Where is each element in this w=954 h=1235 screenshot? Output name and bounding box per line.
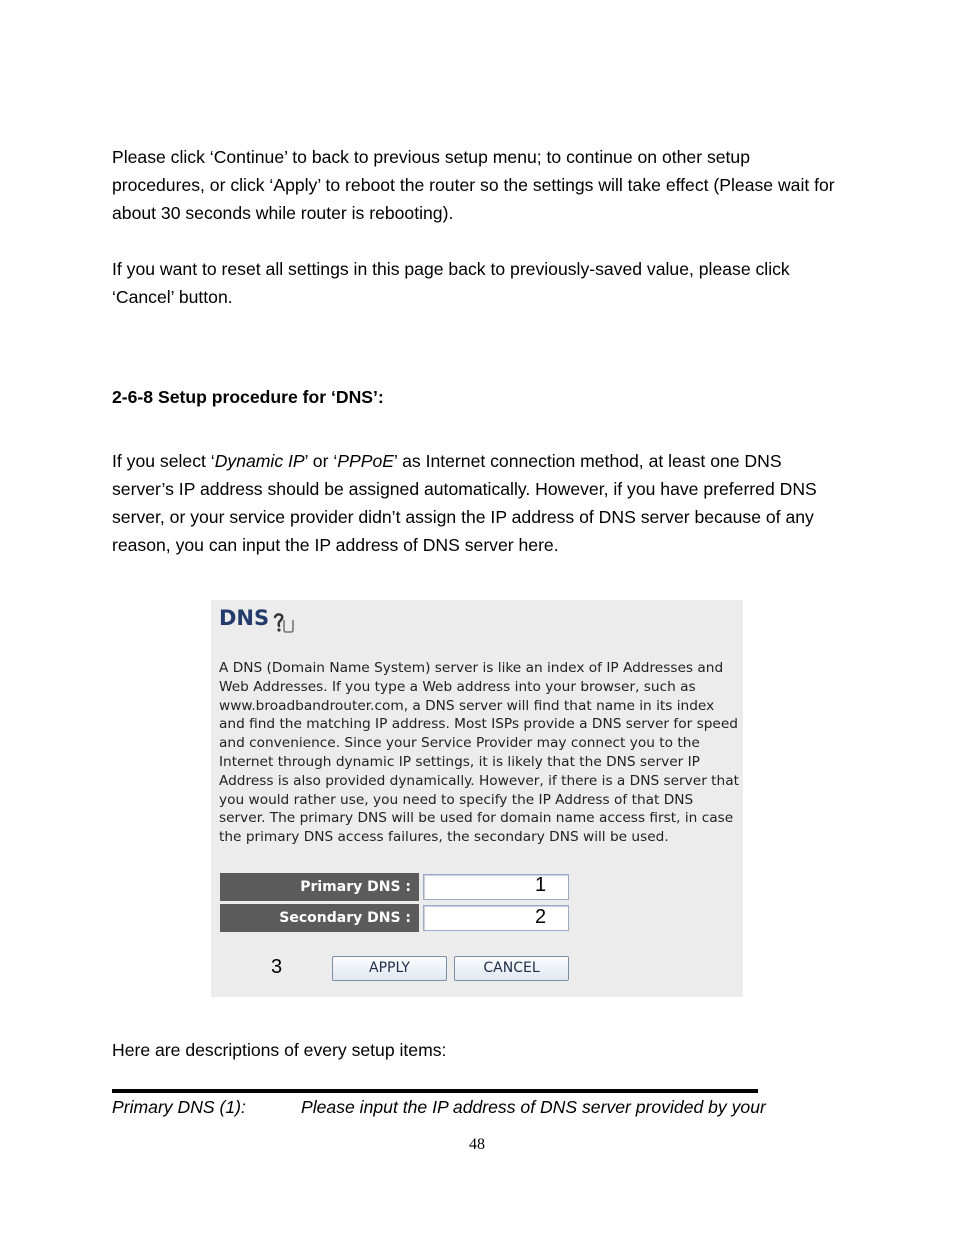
table-top-rule	[112, 1089, 758, 1093]
primary-dns-input[interactable]	[423, 874, 569, 900]
intro-paragraph-2: If you want to reset all settings in this page back to previously-saved value, please click ‘Cancel’ button.	[112, 259, 790, 307]
callout-1: 1	[535, 874, 547, 896]
section-paragraph: If you select ‘Dynamic IP’ or ‘PPPoE’ as Internet connection method, at least one DNS server’s IP address should be assigned automatically. However, if you have preferred DNS server, or your service provider didn’t assign the IP address of DNS server because of any reason, you can input the IP address of DNS server here.	[112, 451, 817, 555]
pppoe-term: PPPoE	[337, 451, 394, 471]
apply-button[interactable]: APPLY	[332, 956, 447, 981]
page-number: 48	[469, 1136, 485, 1153]
descriptions-intro: Here are descriptions of every setup items:	[112, 1040, 447, 1060]
item-description-primary-dns: Please input the IP address of DNS server provided by your	[301, 1097, 766, 1117]
intro-paragraph-1: Please click ‘Continue’ to back to previous setup menu; to continue on other setup procedures, or click ‘Apply’ to reboot the router so the settings will take effect (Please wait for about 30 seconds while router is rebooting).	[112, 147, 835, 223]
primary-dns-label: Primary DNS :	[220, 873, 419, 901]
section-heading: 2-6-8 Setup procedure for ‘DNS’:	[112, 387, 384, 407]
item-term-primary-dns: Primary DNS (1):	[112, 1097, 246, 1117]
dns-description: A DNS (Domain Name System) server is like an index of IP Addresses and Web Addresses. If you type a Web address into your browser, such as www.broadbandrouter.com, a DNS server will find that name in its index and find the matching IP address. Most ISPs provide a DNS server for speed and convenience. Since your Service Provider may connect you to the Internet through dynamic IP settings, it is likely that the DNS server IP Address is also provided dynamically. However, if there is a DNS server that you would rather use, you need to specify the IP Address of that DNS server. The primary DNS will be used for domain name access first, in case the primary DNS access failures, the secondary DNS will be used.	[219, 660, 739, 846]
cancel-button[interactable]: CANCEL	[454, 956, 569, 981]
secondary-dns-label: Secondary DNS :	[220, 904, 419, 932]
dns-panel-title: DNS	[219, 606, 270, 630]
secondary-dns-input[interactable]	[423, 905, 569, 931]
callout-3: 3	[271, 956, 283, 978]
dynamic-ip-term: Dynamic IP	[214, 451, 305, 471]
callout-2: 2	[535, 906, 547, 928]
dns-settings-panel	[211, 600, 743, 997]
help-question-icon[interactable]	[271, 611, 295, 633]
